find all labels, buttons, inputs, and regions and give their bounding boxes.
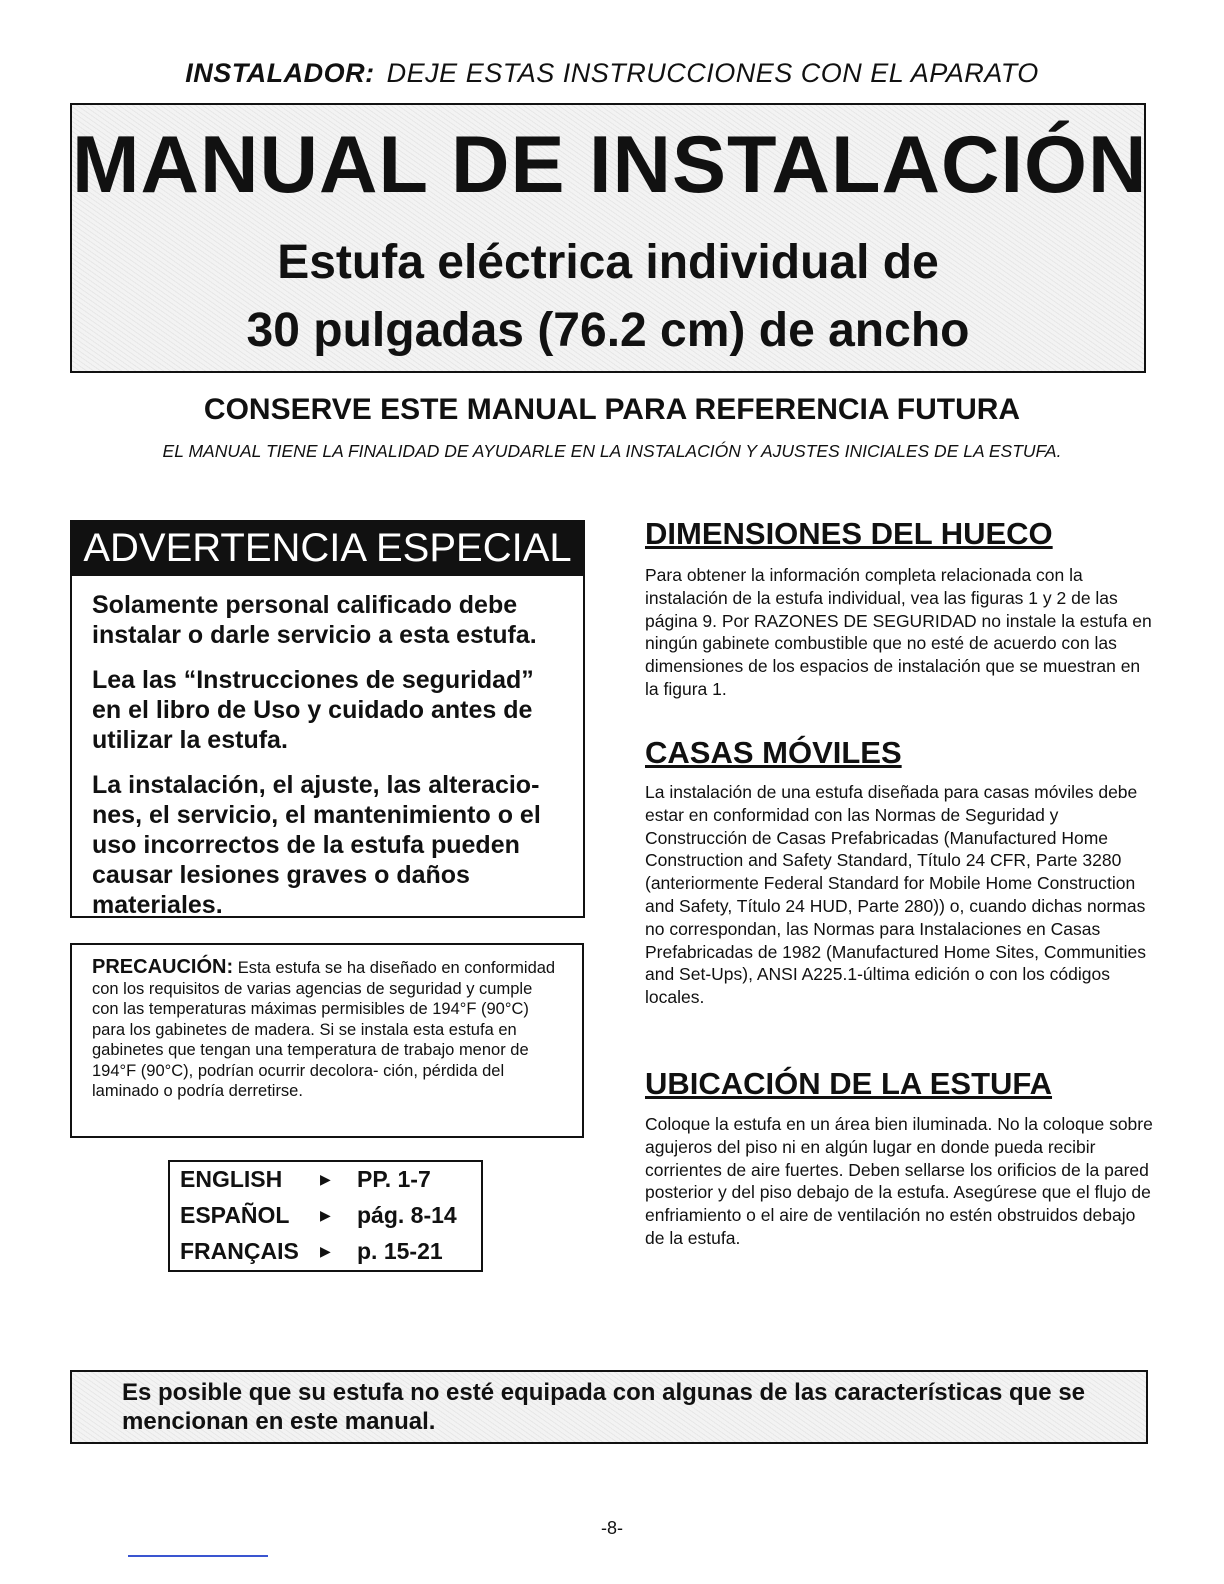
installer-text: DEJE ESTAS INSTRUCCIONES CON EL APARATO bbox=[386, 58, 1039, 88]
caution-paragraph bbox=[92, 957, 556, 1102]
mobile-homes-heading: CASAS MÓVILES bbox=[645, 735, 902, 770]
conserve-heading: CONSERVE ESTE MANUAL PARA REFERENCIA FUTURA bbox=[203, 393, 1021, 426]
title-box bbox=[70, 103, 1146, 373]
caution-label: PRECAUCIÓN: bbox=[92, 956, 234, 978]
language-pages: pág. 8-14 bbox=[357, 1202, 457, 1228]
language-index-box bbox=[168, 1160, 483, 1272]
caution-text: Esta estufa se ha diseñado en conformidad con los requisitos de varias agencias de seguridad y cumple con las temperaturas máximas permisibles de 194°F (90°C) para los gabinetes de madera. Si se instala esta estufa en gabinetes que tengan una temperatura de trabajo menor de 194°F (90°C), podrían ocurrir decolora- ción, pérdida del laminado o podría derretirse. bbox=[92, 959, 556, 1100]
arrow-right-icon: ▶ bbox=[320, 1207, 331, 1223]
language-name: FRANÇAIS bbox=[180, 1238, 299, 1264]
caution-box bbox=[70, 943, 584, 1138]
subtitle-line-2: 30 pulgadas (76.2 cm) de ancho bbox=[246, 304, 970, 357]
arrow-right-icon: ▶ bbox=[320, 1171, 331, 1187]
language-pages: PP. 1-7 bbox=[357, 1166, 431, 1192]
special-warning-title: ADVERTENCIA ESPECIAL bbox=[70, 520, 585, 576]
warning-paragraph-3: La instalación, el ajuste, las alteracio- nes, el servicio, el mantenimiento o el uso incorrectos de la estufa pueden causar lesiones graves o daños materiales. bbox=[92, 771, 541, 919]
document-title: MANUAL DE INSTALACIÓN bbox=[72, 120, 1148, 210]
location-body: Coloque la estufa en un área bien iluminada. No la coloque sobre agujeros del piso ni en algún lugar en donde pueda recibir corrientes de aire fuertes. Deben sellarse los orificios de la pared posterior y del piso debajo de la estufa. Asegúrese que el flujo de enfriamiento o el aire de ventilación no estén obstruidos debajo de la estufa. bbox=[645, 1114, 1153, 1248]
language-name: ESPAÑOL bbox=[180, 1202, 290, 1228]
features-notice: Es posible que su estufa no esté equipada con algunas de las características que se mencionan en este manual. bbox=[122, 1379, 1086, 1435]
special-warning-box bbox=[70, 520, 585, 918]
footer-rule bbox=[128, 1555, 268, 1557]
dimensions-heading: DIMENSIONES DEL HUECO bbox=[645, 516, 1053, 551]
warning-paragraph-1: Solamente personal calificado debe instalar o darle servicio a esta estufa. bbox=[92, 591, 537, 649]
features-notice-box bbox=[70, 1370, 1148, 1444]
mobile-homes-body: La instalación de una estufa diseñada para casas móviles debe estar en conformidad con las Normas de Seguridad y Construcción de Casas Prefabricadas (Manufactured Home Construction and Safety Standard, Título 24 CFR, Parte 3280 (anteriormente Federal Standard for Mobile Home Construction and Safety, Título 24 HUD, Parte 280)) o, cuando dichas normas no correspondan, las Normas para Instalaciones en Casas Prefabricadas de 1982 (Manufactured Home Sites, Communities and Set-Ups), ANSI A225.1-última edición o con los códigos locales. bbox=[645, 782, 1146, 1008]
installer-note bbox=[0, 58, 1224, 89]
purpose-note: EL MANUAL TIENE LA FINALIDAD DE AYUDARLE EN LA INSTALACIÓN Y AJUSTES INICIALES DE LA ESTUFA. bbox=[162, 441, 1062, 461]
warning-paragraph-2: Lea las “Instrucciones de seguridad” en el libro de Uso y cuidado antes de utilizar la estufa. bbox=[92, 666, 534, 754]
location-heading: UBICACIÓN DE LA ESTUFA bbox=[645, 1066, 1053, 1101]
language-pages: p. 15-21 bbox=[357, 1238, 443, 1264]
subtitle-line-1: Estufa eléctrica individual de bbox=[277, 236, 939, 289]
arrow-right-icon: ▶ bbox=[320, 1243, 331, 1259]
dimensions-body: Para obtener la información completa relacionada con la instalación de la estufa individual, vea las figuras 1 y 2 de las página 9. Por RAZONES DE SEGURIDAD no instale la estufa en ningún gabinete combustible que no esté de acuerdo con las dimensiones de los espacios de instalación que se muestran en la figura 1. bbox=[645, 565, 1152, 699]
page-number: -8- bbox=[601, 1518, 623, 1538]
installer-label: INSTALADOR: bbox=[185, 58, 375, 88]
language-name: ENGLISH bbox=[180, 1166, 283, 1192]
